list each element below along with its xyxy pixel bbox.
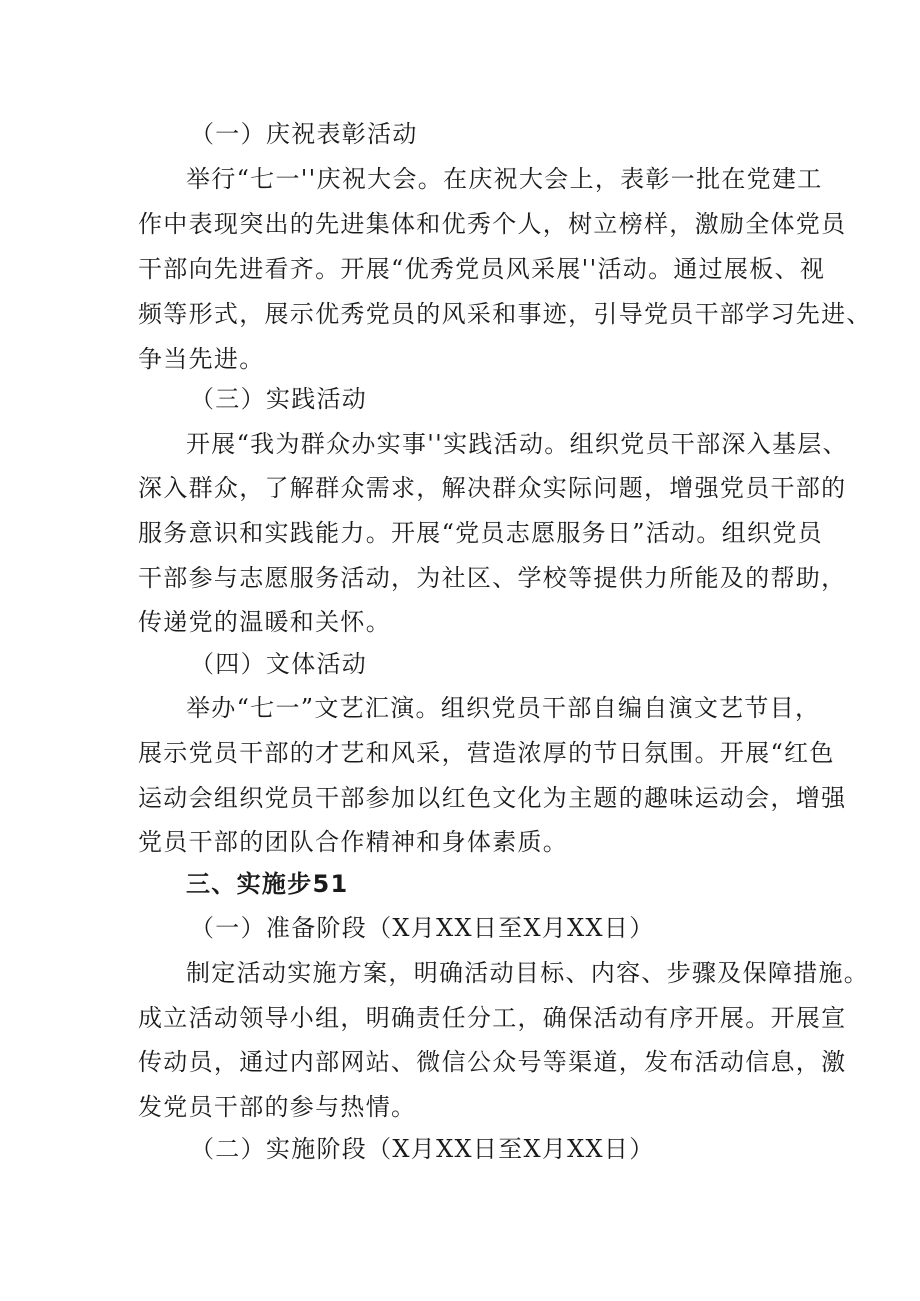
paragraph-line: 展示党员干部的才艺和风采，营造浓厚的节日氛围。开展“红色: [138, 739, 835, 767]
subsection-heading-execution: （二）实施阶段（X月XX日至X月XX日）: [190, 1135, 655, 1163]
subsection-heading-preparation: （一）准备阶段（X月XX日至X月XX日）: [190, 914, 655, 942]
paragraph-line: 深入群众，了解群众需求，解决群众实际问题，增强党员干部的: [138, 474, 847, 502]
paragraph-line: 开展“我为群众办实事''实践活动。组织党员干部深入基层、: [186, 430, 848, 458]
paragraph-line: 举行“七一''庆祝大会。在庆祝大会上，表彰一批在党建工: [186, 165, 823, 193]
paragraph-line: 举办“七一”文艺汇演。组织党员干部自编自演文艺节目，: [186, 694, 821, 722]
section-heading-culture: （四）文体活动: [190, 650, 368, 678]
section-heading-celebration: （一）庆祝表彰活动: [190, 120, 418, 148]
paragraph-line: 作中表现突出的先进集体和优秀个人，树立榜样，激励全体党员: [138, 210, 847, 238]
paragraph-line: 制定活动实施方案，明确活动目标、内容、步骤及保障措施。: [186, 959, 870, 987]
section-heading-practice: （三）实践活动: [190, 385, 368, 413]
paragraph-line: 服务意识和实践能力。开展“党员志愿服务日”活动。组织党员: [138, 519, 823, 547]
paragraph-line: 干部参与志愿服务活动，为社区、学校等提供力所能及的帮助，: [138, 564, 847, 592]
paragraph-line: 成立活动领导小组，明确责任分工，确保活动有序开展。开展宣: [138, 1004, 847, 1032]
paragraph-line: 传动员，通过内部网站、微信公众号等渠道，发布活动信息，激: [138, 1048, 847, 1076]
paragraph-line: 争当先进。: [138, 345, 265, 373]
paragraph-line: 干部向先进看齐。开展“优秀党员风采展''活动。通过展板、视: [138, 255, 826, 283]
paragraph-line: 运动会组织党员干部参加以红色文化为主题的趣味运动会，增强: [138, 784, 847, 812]
paragraph-line: 传递党的温暖和关怀。: [138, 608, 391, 636]
paragraph-line: 发党员干部的参与热情。: [138, 1093, 417, 1121]
section-heading-implementation: 三、实施步51: [186, 870, 349, 898]
paragraph-line: 频等形式，展示优秀党员的风采和事迹，引导党员干部学习先进、: [138, 300, 872, 328]
paragraph-line: 党员干部的团队合作精神和身体素质。: [138, 828, 569, 856]
